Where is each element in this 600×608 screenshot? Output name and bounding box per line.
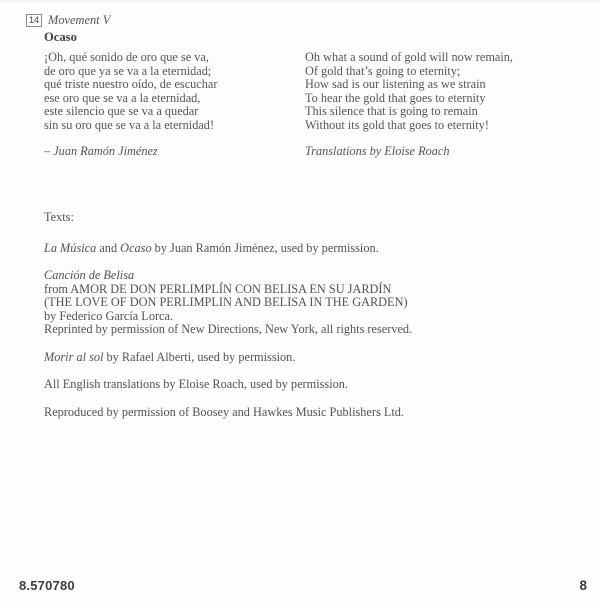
translation-credit: Translations by Eloise Roach [305,144,450,158]
text-line: qué triste nuestro oído, de escuchar [44,77,218,91]
text-run: by Rafael Alberti, used by permission. [103,349,296,364]
text-line: ¡Oh, qué sonido de oro que se va, [44,50,209,64]
text-line: Without its gold that goes to eternity! [305,117,489,132]
texts-heading: Texts: [44,210,74,224]
text-line: este silencio que se va a quedar [44,104,199,118]
text-line: from AMOR DE DON PERLIMPLÍN CON BELISA EN SU JARDÍN [44,281,392,296]
page-number: 8 [579,578,587,593]
texts-section [44,211,574,433]
movement-header-row [26,13,110,28]
movement-title: Ocaso [44,30,77,44]
text-run: and [96,240,121,255]
text-run: Ocaso [120,240,152,255]
page-footer [0,578,600,598]
credit-cancion-title [44,269,574,283]
text-run: Morir al sol [44,349,104,364]
text-line: (THE LOVE OF DON PERLIMPLIN AND BELISA IN THE GARDEN) [44,295,408,309]
movement-header [26,13,110,45]
movement-label: Movement V [48,13,111,27]
text-line: How sad is our listening as we strain [305,77,486,91]
catalog-number: 8.570780 [19,578,75,593]
text-line: Oh what a sound of gold will now remain, [305,50,513,64]
credit-publisher: Reproduced by permission of Boosey and Hawkes Music Publishers Ltd. [44,404,404,419]
text-line: de oro que ya se va a la eternidad; [44,63,212,78]
credit-cancion [44,269,574,337]
credit-translations: All English translations by Eloise Roach, used by permission. [44,377,348,391]
text-line: To hear the gold that goes to eternity [305,90,486,105]
poem-author-credit: – Juan Ramón Jiménez [44,144,158,158]
text-line: Reprinted by permission of New Directions, New York, all rights reserved. [44,322,413,336]
text-line: Of gold that’s going to eternity; [305,63,461,78]
poem-english-lines [305,51,590,132]
poem-spanish [44,51,304,159]
text-run: Canción de Belisa [44,268,135,282]
text-run: by Juan Ramón Jiménez, used by permission. [151,240,379,255]
text-line: ese oro que se va a la eternidad, [44,90,201,105]
text-run: La Música [44,240,97,255]
text-line: sin su oro que se va a la eternidad! [44,117,215,132]
poem-spanish-lines [44,51,304,132]
credit-cancion-lines [44,283,574,337]
track-number-badge: 14 [26,14,42,27]
text-line: by Federico García Lorca. [44,308,174,323]
credit-la-musica [44,242,574,256]
credit-morir [44,351,574,365]
poem-english [305,51,590,159]
text-line: This silence that is going to remain [305,104,478,118]
